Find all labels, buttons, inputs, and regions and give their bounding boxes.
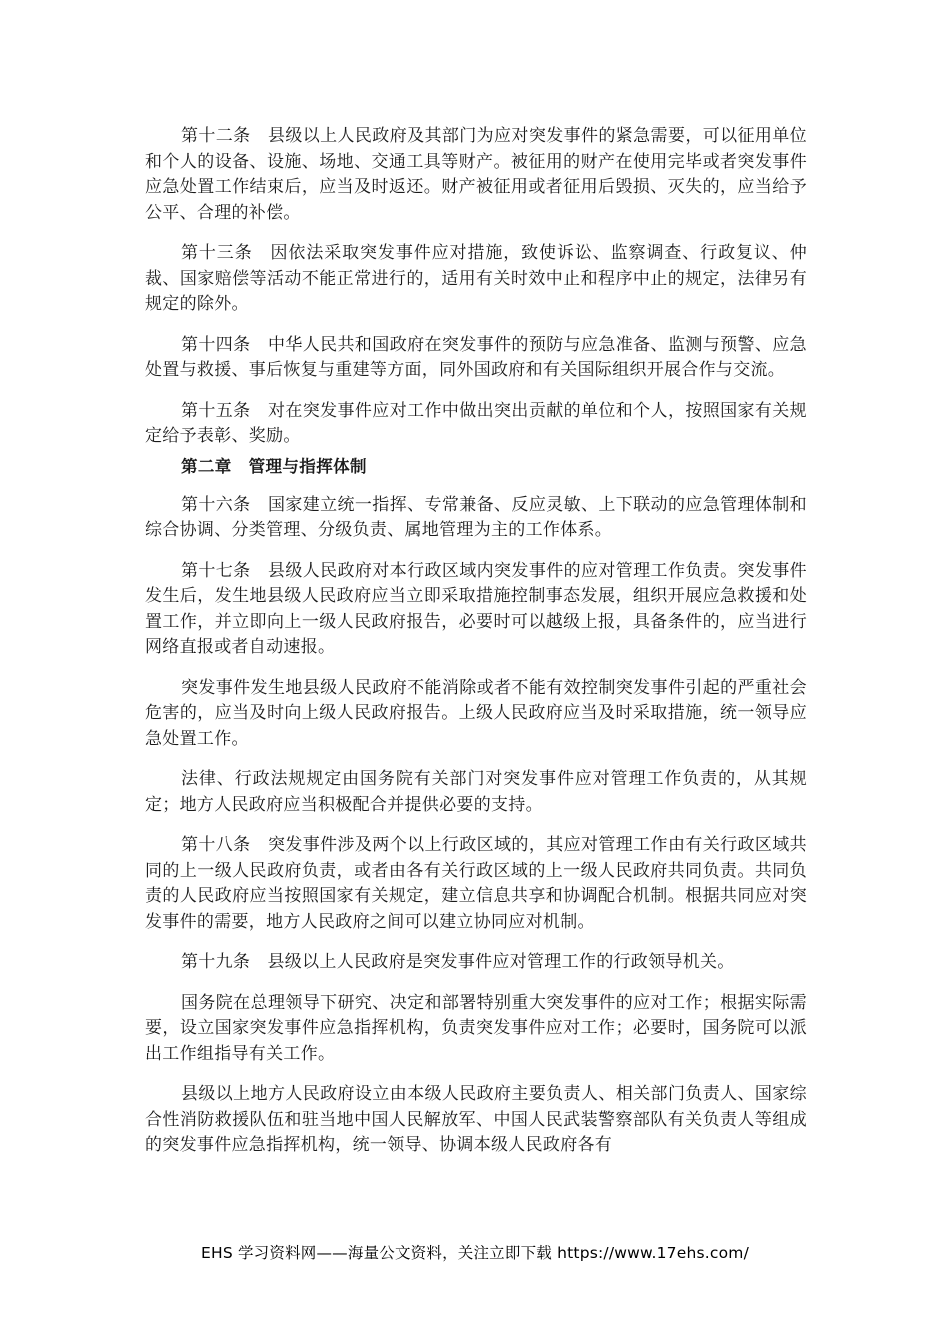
article-19: 第十九条 县级以上人民政府是突发事件应对管理工作的行政领导机关。: [181, 952, 735, 972]
article-12: 第十二条 县级以上人民政府及其部门为应对突发事件的紧急需要，可以征用单位和个人的设备、设施、场地、交通工具等财产。被征用的财产在使用完毕或者突发事件应急处置工作结束后，应当及时返还。财产被征用或者征用后毁损、灭失的，应当给予公平、合理的补偿。: [145, 126, 807, 223]
article-19-para-3: 县级以上地方人民政府设立由本级人民政府主要负责人、相关部门负责人、国家综合性消防救援队伍和驻当地中国人民解放军、中国人民武装警察部队有关负责人等组成的突发事件应急指挥机构，统一领导、协调本级人民政府各有: [145, 1084, 807, 1155]
article-14: 第十四条 中华人民共和国政府在突发事件的预防与应急准备、监测与预警、应急处置与救援、事后恢复与重建等方面，同外国政府和有关国际组织开展合作与交流。: [145, 334, 807, 380]
article-18: 第十八条 突发事件涉及两个以上行政区域的，其应对管理工作由有关行政区域共同的上一级人民政府负责，或者由各有关行政区域的上一级人民政府共同负责。共同负责的人民政府应当按照国家有关规定，建立信息共享和协调配合机制。根据共同应对突发事件的需要，地方人民政府之间可以建立协同应对机制。: [145, 835, 807, 932]
article-13: 第十三条 因依法采取突发事件应对措施，致使诉讼、监察调查、行政复议、仲裁、国家赔偿等活动不能正常进行的，适用有关时效中止和程序中止的规定，法律另有规定的除外。: [145, 243, 807, 314]
footer-banner: EHS 学习资料网——海量公文资料，关注立即下载 https://www.17ehs.com/: [200, 1244, 750, 1262]
document-body: [145, 124, 807, 1174]
article-19-para-2: 国务院在总理领导下研究、决定和部署特别重大突发事件的应对工作；根据实际需要，设立国家突发事件应急指挥机构，负责突发事件应对工作；必要时，国务院可以派出工作组指导有关工作。: [145, 992, 807, 1064]
chapter-heading: 第二章 管理与指挥体制: [181, 456, 367, 476]
article-16: 第十六条 国家建立统一指挥、专常兼备、反应灵敏、上下联动的应急管理体制和综合协调、分类管理、分级负责、属地管理为主的工作体系。: [145, 494, 807, 540]
article-17-para-2: 突发事件发生地县级人民政府不能消除或者不能有效控制突发事件引起的严重社会危害的，应当及时向上级人民政府报告。上级人民政府应当及时采取措施，统一领导应急处置工作。: [145, 677, 807, 749]
article-15: 第十五条 对在突发事件应对工作中做出突出贡献的单位和个人，按照国家有关规定给予表彰、奖励。: [145, 400, 807, 446]
article-17-para-3: 法律、行政法规规定由国务院有关部门对突发事件应对管理工作负责的，从其规定；地方人民政府应当积极配合并提供必要的支持。: [145, 769, 807, 815]
article-17: 第十七条 县级人民政府对本行政区域内突发事件的应对管理工作负责。突发事件发生后，发生地县级人民政府应当立即采取措施控制事态发展，组织开展应急救援和处置工作，并立即向上一级人民政府报告，必要时可以越级上报，具备条件的，应当进行网络直报或者自动速报。: [145, 560, 807, 657]
